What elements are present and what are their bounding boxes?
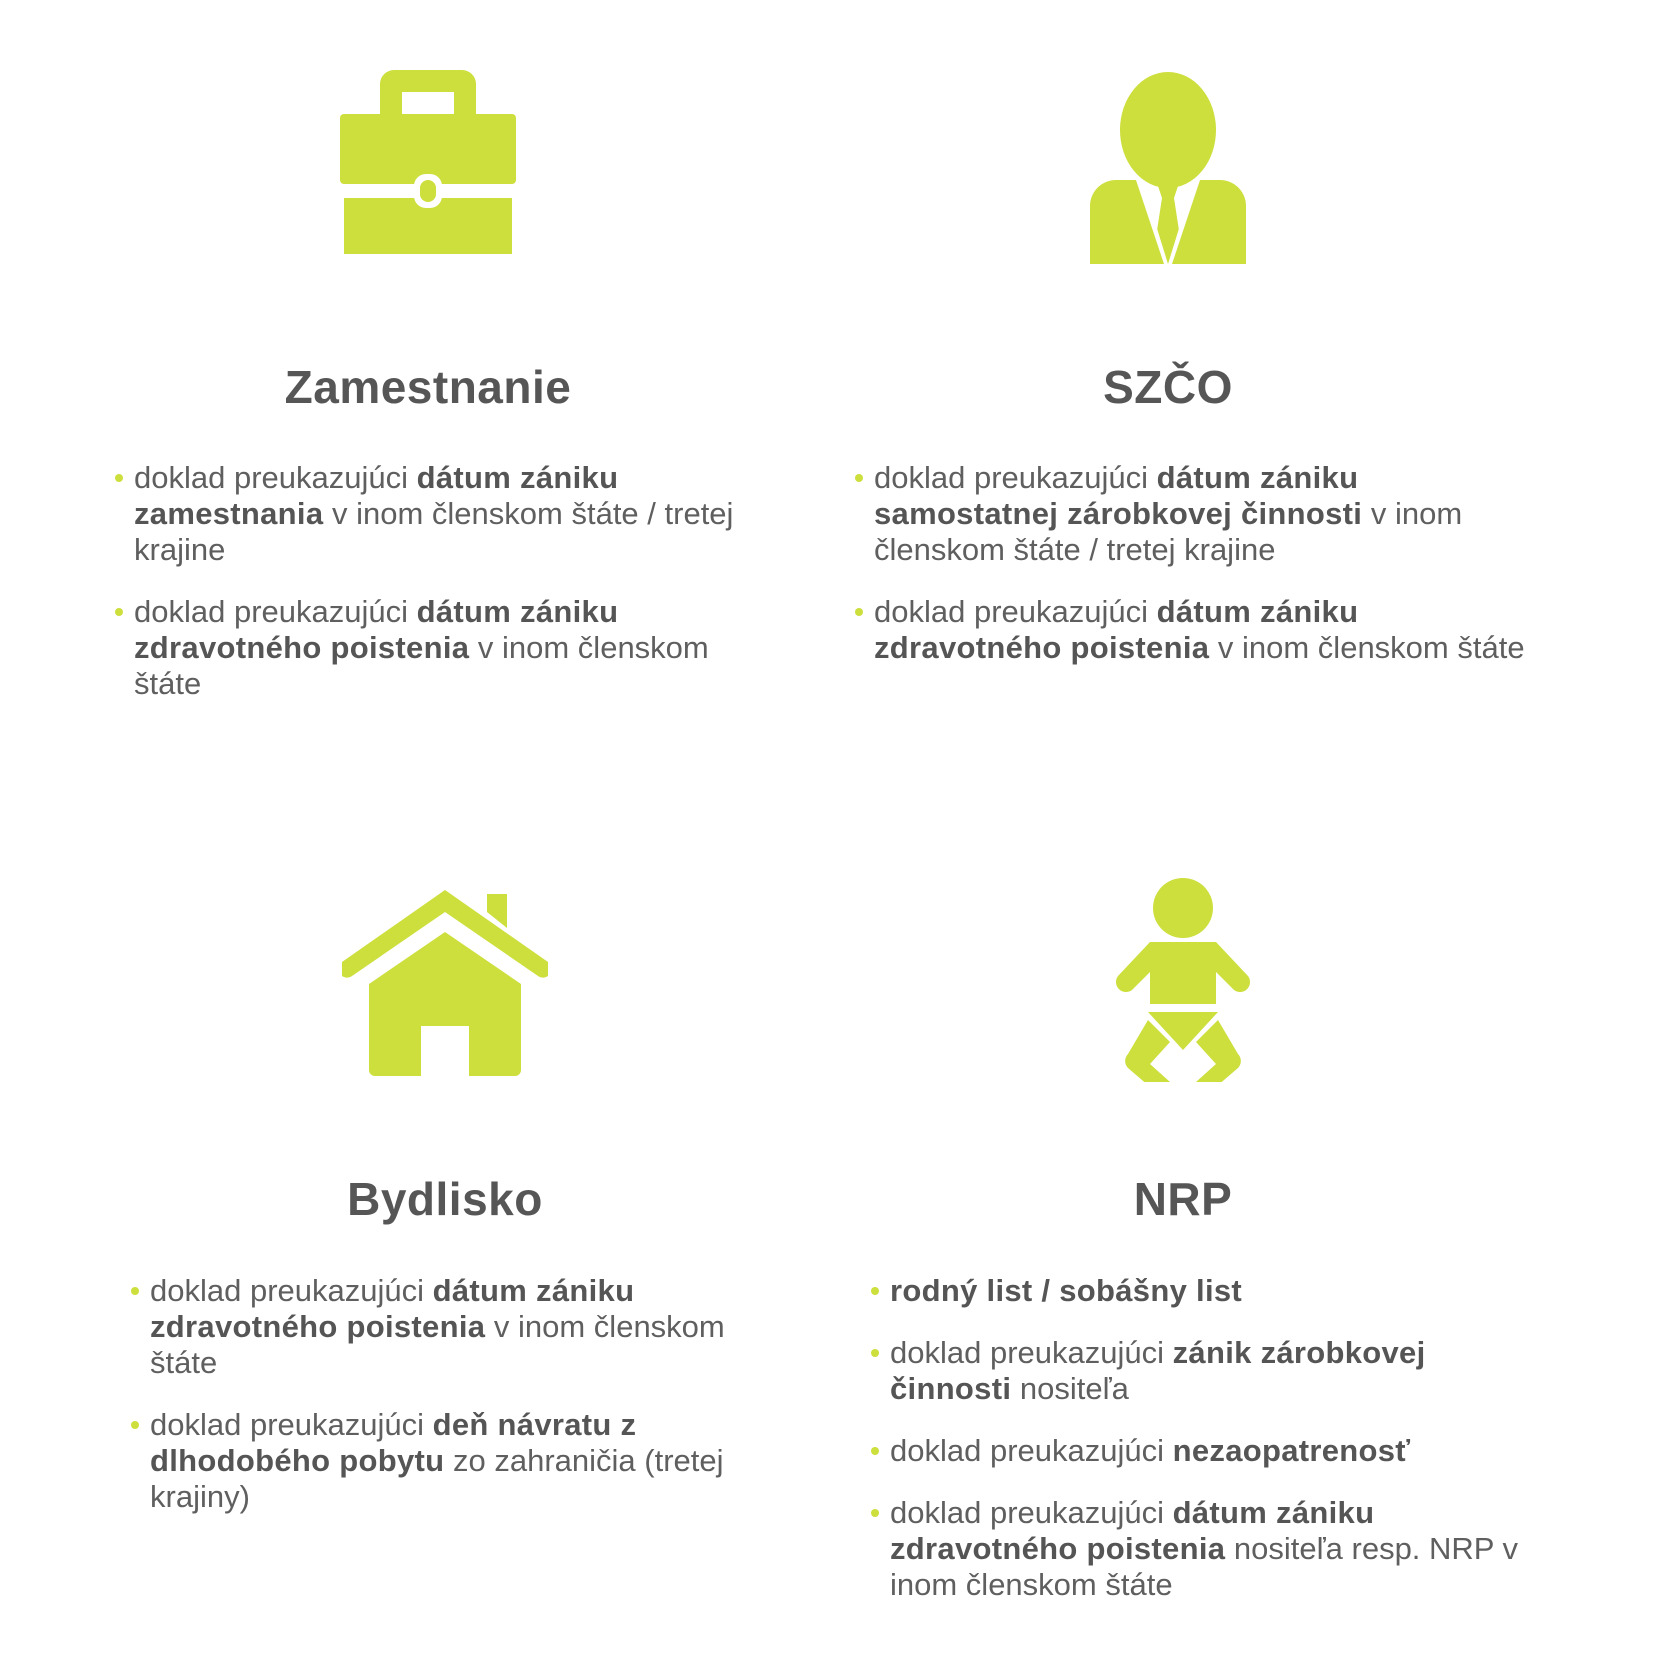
bullet-icon	[131, 1287, 139, 1295]
bullet-icon	[871, 1287, 879, 1295]
requirements-list	[115, 460, 775, 728]
bullet-icon	[115, 474, 123, 482]
list-item: doklad preukazujúci deň návratu z dlhodobého pobytu zo zahraničia (tretej krajiny)	[131, 1407, 781, 1515]
baby-icon	[1112, 878, 1254, 1082]
house-icon	[342, 890, 548, 1076]
panel-title: SZČO	[1103, 361, 1233, 413]
briefcase-icon	[340, 70, 516, 254]
bullet-icon	[855, 474, 863, 482]
list-item: doklad preukazujúci dátum zániku zdravotného poistenia v inom členskom štáte	[855, 594, 1535, 666]
list-item: doklad preukazujúci nezaopatrenosť	[871, 1433, 1551, 1469]
panel-title: Zamestnanie	[284, 361, 572, 413]
bullet-icon	[871, 1509, 879, 1517]
bullet-icon	[871, 1349, 879, 1357]
businessman-icon	[1090, 72, 1246, 264]
list-item: doklad preukazujúci dátum zániku zdravotného poistenia nositeľa resp. NRP v inom členskom štáte	[871, 1495, 1551, 1603]
bullet-icon	[855, 608, 863, 616]
list-item: rodný list / sobášny list	[871, 1273, 1551, 1309]
list-item: doklad preukazujúci dátum zániku zdravotného poistenia v inom členskom štáte	[131, 1273, 781, 1381]
requirements-list	[855, 460, 1535, 692]
bullet-icon	[871, 1447, 879, 1455]
list-item: doklad preukazujúci dátum zániku samostatnej zárobkovej činnosti v inom členskom štáte / tretej krajine	[855, 460, 1535, 568]
list-item: doklad preukazujúci zánik zárobkovej činnosti nositeľa	[871, 1335, 1551, 1407]
list-item: doklad preukazujúci dátum zániku zdravotného poistenia v inom členskom štáte	[115, 594, 775, 702]
requirements-list	[131, 1273, 781, 1541]
requirements-list	[871, 1273, 1551, 1629]
bullet-icon	[115, 608, 123, 616]
panel-title: Bydlisko	[347, 1173, 543, 1225]
list-item: doklad preukazujúci dátum zániku zamestnania v inom členskom štáte / tretej krajine	[115, 460, 775, 568]
bullet-icon	[131, 1421, 139, 1429]
panel-title: NRP	[1133, 1173, 1233, 1225]
